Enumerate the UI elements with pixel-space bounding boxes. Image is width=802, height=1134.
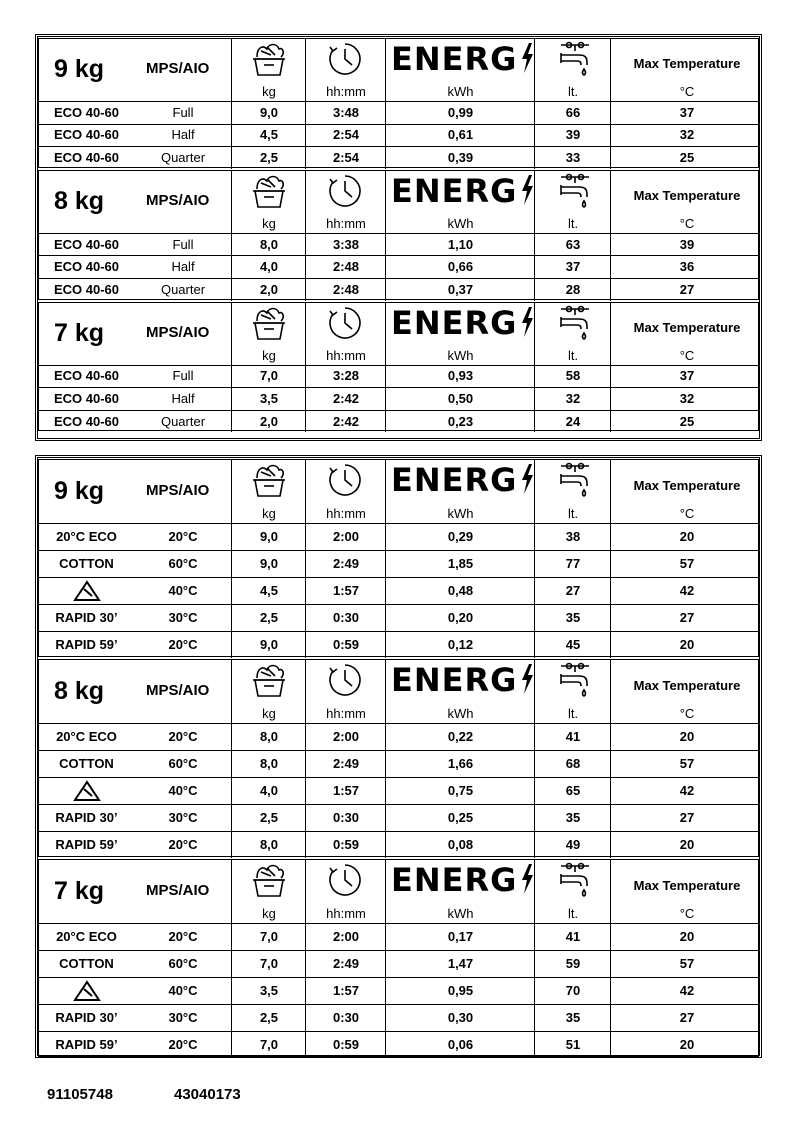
cell-col-1: 20°C xyxy=(168,729,198,744)
cell-col-3: 3:48 xyxy=(332,104,360,120)
cell-col-4: 0,93 xyxy=(447,368,474,384)
cell-col-0: ECO 40-60 xyxy=(53,368,120,384)
section-7-kg xyxy=(38,302,759,432)
cell-col-3: 0:30 xyxy=(332,610,360,625)
cell-col-2: 8,0 xyxy=(259,837,279,852)
mode-label: MPS/AIO xyxy=(146,681,210,699)
unit-degc: °C xyxy=(679,906,695,921)
cell-col-5: 33 xyxy=(565,149,581,165)
clock-icon xyxy=(327,462,363,503)
cell-col-6: 57 xyxy=(679,556,695,571)
cell-col-3: 2:00 xyxy=(332,729,360,744)
table-row xyxy=(39,804,758,831)
cell-col-5: 24 xyxy=(565,413,581,429)
unit-kwh: kWh xyxy=(447,906,474,921)
capacity-label: 7 kg xyxy=(54,876,105,905)
cell-col-6: 32 xyxy=(679,390,695,406)
cell-col-3: 1:57 xyxy=(332,583,360,598)
cell-col-0: ECO 40-60 xyxy=(53,236,120,252)
cell-col-4: 0,50 xyxy=(447,390,474,406)
cell-col-0: RAPID 30’ xyxy=(55,1010,118,1025)
cell-col-4: 0,25 xyxy=(447,810,474,825)
cell-col-6: 25 xyxy=(679,413,695,429)
cell-col-2: 8,0 xyxy=(259,236,279,252)
cell-col-6: 20 xyxy=(679,637,695,652)
cell-col-2: 2,5 xyxy=(259,1010,279,1025)
cell-col-6: 37 xyxy=(679,368,695,384)
table-programmes xyxy=(35,455,762,1058)
cell-col-3: 2:49 xyxy=(332,756,360,771)
unit-kwh: kWh xyxy=(447,347,474,363)
section-8-kg xyxy=(38,170,759,300)
delicate-programme-icon xyxy=(39,977,134,1004)
cell-col-0: 20°C ECO xyxy=(56,729,117,744)
cell-col-6: 20 xyxy=(679,529,695,544)
energy-logo xyxy=(391,171,534,210)
table-row xyxy=(39,631,758,658)
footer-code-2: 43040173 xyxy=(174,1086,241,1103)
cell-col-5: 45 xyxy=(565,637,581,652)
cell-col-1: Full xyxy=(172,104,194,120)
cell-col-2: 9,0 xyxy=(259,529,279,544)
table-row xyxy=(39,977,758,1004)
cell-col-2: 7,0 xyxy=(259,929,279,944)
cell-col-0: RAPID 59’ xyxy=(55,637,118,652)
clock-icon xyxy=(327,173,363,214)
cell-col-2: 7,0 xyxy=(259,956,279,971)
cell-col-1: 40°C xyxy=(168,783,198,798)
cell-col-5: 65 xyxy=(565,783,581,798)
cell-col-6: 20 xyxy=(679,837,695,852)
cell-col-3: 0:59 xyxy=(332,837,360,852)
cell-col-4: 0,75 xyxy=(447,783,474,798)
mode-label: MPS/AIO xyxy=(146,191,210,209)
capacity-label: 8 kg xyxy=(54,186,105,215)
cell-col-5: 35 xyxy=(565,1010,581,1025)
cell-col-6: 27 xyxy=(679,610,695,625)
cell-col-1: 20°C xyxy=(168,529,198,544)
mode-label: MPS/AIO xyxy=(146,881,210,899)
cell-col-6: 37 xyxy=(679,104,695,120)
cell-col-6: 27 xyxy=(679,810,695,825)
lightning-bolt-icon xyxy=(520,43,534,81)
energy-logo xyxy=(391,40,534,78)
table-row xyxy=(39,1004,758,1031)
cell-col-3: 0:30 xyxy=(332,1010,360,1025)
table-row xyxy=(39,124,758,147)
cell-col-4: 0,17 xyxy=(447,929,474,944)
cell-col-3: 0:30 xyxy=(332,810,360,825)
table-row xyxy=(39,550,758,577)
unit-kg: kg xyxy=(262,84,276,99)
cell-col-5: 38 xyxy=(565,529,581,544)
cell-col-5: 63 xyxy=(565,236,581,252)
water-tap-icon xyxy=(555,462,595,505)
delicate-programme-icon xyxy=(39,577,134,604)
unit-time: hh:mm xyxy=(326,706,366,721)
capacity-label: 7 kg xyxy=(54,318,105,347)
cell-col-0: RAPID 30’ xyxy=(55,610,118,625)
cell-col-4: 0,08 xyxy=(447,837,474,852)
cell-col-5: 68 xyxy=(565,756,581,771)
lightning-bolt-icon xyxy=(520,307,534,345)
energy-logo xyxy=(391,303,534,342)
cell-col-1: Half xyxy=(171,259,195,275)
laundry-basket-icon xyxy=(249,173,289,216)
cell-col-2: 8,0 xyxy=(259,756,279,771)
clock-icon xyxy=(327,662,363,703)
cell-col-1: 60°C xyxy=(168,556,198,571)
cell-col-2: 4,0 xyxy=(259,783,279,798)
cell-col-3: 2:00 xyxy=(332,929,360,944)
cell-col-6: 25 xyxy=(679,149,695,165)
cell-col-4: 0,66 xyxy=(447,259,474,275)
unit-kwh: kWh xyxy=(447,706,474,721)
table-row xyxy=(39,950,758,977)
cell-col-5: 37 xyxy=(565,259,581,275)
water-tap-icon xyxy=(555,862,595,905)
cell-col-1: Quarter xyxy=(160,149,206,165)
cell-col-2: 2,0 xyxy=(259,281,279,297)
unit-kg: kg xyxy=(262,506,276,521)
cell-col-4: 0,12 xyxy=(447,637,474,652)
cell-col-6: 57 xyxy=(679,756,695,771)
cell-col-3: 1:57 xyxy=(332,783,360,798)
energy-logo-text: ENERG xyxy=(391,303,518,342)
unit-degc: °C xyxy=(679,347,695,363)
cell-col-4: 0,37 xyxy=(447,281,474,297)
capacity-label: 9 kg xyxy=(54,55,105,83)
cell-col-4: 0,22 xyxy=(447,729,474,744)
cell-col-4: 0,95 xyxy=(447,983,474,998)
table-row xyxy=(39,577,758,604)
table-row xyxy=(39,101,758,124)
cell-col-3: 2:48 xyxy=(332,281,360,297)
unit-time: hh:mm xyxy=(326,906,366,921)
mode-label: MPS/AIO xyxy=(146,481,210,499)
unit-lt: lt. xyxy=(567,215,579,231)
table-row xyxy=(39,723,758,750)
energy-logo xyxy=(391,661,534,699)
delicate-programme-icon xyxy=(39,777,134,804)
cell-col-5: 41 xyxy=(565,729,581,744)
cell-col-6: 39 xyxy=(679,236,695,252)
cell-col-2: 9,0 xyxy=(259,104,279,120)
energy-logo xyxy=(391,461,534,499)
cell-col-1: 30°C xyxy=(168,1010,198,1025)
table-row xyxy=(39,146,758,169)
cell-col-5: 66 xyxy=(565,104,581,120)
cell-col-0: ECO 40-60 xyxy=(53,149,120,165)
max-temperature-label: Max Temperature xyxy=(633,187,741,203)
capacity-label: 8 kg xyxy=(54,676,105,705)
cell-col-6: 42 xyxy=(679,783,695,798)
energy-logo-text: ENERG xyxy=(391,461,518,499)
laundry-basket-icon xyxy=(249,862,289,905)
unit-kwh: kWh xyxy=(447,84,474,99)
cell-col-3: 0:59 xyxy=(332,1037,360,1052)
lightning-bolt-icon xyxy=(520,664,534,702)
cell-col-2: 3,5 xyxy=(259,983,279,998)
cell-col-4: 0,99 xyxy=(447,104,474,120)
cell-col-5: 59 xyxy=(565,956,581,971)
cell-col-0: RAPID 59’ xyxy=(55,837,118,852)
cell-col-5: 58 xyxy=(565,368,581,384)
cell-col-1: 60°C xyxy=(168,756,198,771)
cell-col-0: ECO 40-60 xyxy=(53,390,120,406)
cell-col-2: 4,5 xyxy=(259,127,279,143)
footer-code-1: 91105748 xyxy=(47,1086,113,1103)
cell-col-5: 35 xyxy=(565,810,581,825)
cell-col-1: Half xyxy=(171,127,195,143)
cell-col-3: 2:54 xyxy=(332,127,360,143)
unit-kg: kg xyxy=(262,906,276,921)
lightning-bolt-icon xyxy=(520,864,534,902)
cell-col-5: 27 xyxy=(565,583,581,598)
cell-col-2: 7,0 xyxy=(259,1037,279,1052)
cell-col-1: Quarter xyxy=(160,413,206,429)
cell-col-6: 27 xyxy=(679,1010,695,1025)
table-eco-40-60 xyxy=(35,34,762,441)
unit-lt: lt. xyxy=(567,506,579,521)
cell-col-6: 32 xyxy=(679,127,695,143)
cell-col-4: 0,61 xyxy=(447,127,474,143)
mode-label: MPS/AIO xyxy=(146,60,210,77)
cell-col-5: 70 xyxy=(565,983,581,998)
unit-degc: °C xyxy=(679,84,695,99)
unit-degc: °C xyxy=(679,506,695,521)
cell-col-5: 39 xyxy=(565,127,581,143)
cell-col-6: 42 xyxy=(679,983,695,998)
energy-logo xyxy=(391,861,534,899)
clock-icon xyxy=(327,862,363,903)
unit-lt: lt. xyxy=(567,84,579,99)
table-row xyxy=(39,365,758,388)
section-8-kg xyxy=(38,659,759,857)
cell-col-2: 3,5 xyxy=(259,390,279,406)
cell-col-2: 4,0 xyxy=(259,259,279,275)
cell-col-2: 4,5 xyxy=(259,583,279,598)
cell-col-3: 2:00 xyxy=(332,529,360,544)
capacity-label: 9 kg xyxy=(54,476,105,505)
unit-kwh: kWh xyxy=(447,506,474,521)
cell-col-4: 0,06 xyxy=(447,1037,474,1052)
unit-lt: lt. xyxy=(567,706,579,721)
cell-col-1: 20°C xyxy=(168,837,198,852)
cell-col-1: Full xyxy=(172,368,194,384)
unit-kwh: kWh xyxy=(447,215,474,231)
cell-col-1: 40°C xyxy=(168,983,198,998)
unit-kg: kg xyxy=(262,706,276,721)
mode-label: MPS/AIO xyxy=(146,323,210,341)
clock-icon xyxy=(327,41,363,82)
max-temperature-label: Max Temperature xyxy=(633,677,741,693)
unit-lt: lt. xyxy=(567,347,579,363)
cell-col-0: 20°C ECO xyxy=(56,929,117,944)
cell-col-0: COTTON xyxy=(59,756,114,771)
lightning-bolt-icon xyxy=(520,464,534,502)
cell-col-2: 2,5 xyxy=(259,610,279,625)
cell-col-3: 2:42 xyxy=(332,413,360,429)
cell-col-2: 8,0 xyxy=(259,729,279,744)
table-row xyxy=(39,923,758,950)
unit-lt: lt. xyxy=(567,906,579,921)
cell-col-3: 2:42 xyxy=(332,390,360,406)
cell-col-2: 2,5 xyxy=(259,810,279,825)
water-tap-icon xyxy=(555,662,595,705)
max-temperature-label: Max Temperature xyxy=(633,319,741,335)
cell-col-3: 2:49 xyxy=(332,556,360,571)
cell-col-0: 20°C ECO xyxy=(56,529,117,544)
cell-col-1: 30°C xyxy=(168,610,198,625)
cell-col-3: 2:49 xyxy=(332,956,360,971)
table-row xyxy=(39,831,758,858)
laundry-basket-icon xyxy=(249,305,289,348)
cell-col-4: 0,29 xyxy=(447,529,474,544)
cell-col-4: 1,85 xyxy=(447,556,474,571)
water-tap-icon xyxy=(555,305,595,348)
cell-col-5: 35 xyxy=(565,610,581,625)
table-row xyxy=(39,278,758,301)
cell-col-6: 20 xyxy=(679,1037,695,1052)
cell-col-5: 41 xyxy=(565,929,581,944)
cell-col-3: 0:59 xyxy=(332,637,360,652)
table-row xyxy=(39,255,758,278)
cell-col-0: COTTON xyxy=(59,956,114,971)
cell-col-0: COTTON xyxy=(59,556,114,571)
cell-col-0: ECO 40-60 xyxy=(53,413,120,429)
energy-logo-text: ENERG xyxy=(391,861,518,899)
unit-degc: °C xyxy=(679,215,695,231)
laundry-basket-icon xyxy=(249,462,289,505)
cell-col-4: 1,66 xyxy=(447,756,474,771)
unit-time: hh:mm xyxy=(326,84,366,99)
section-9-kg xyxy=(38,459,759,657)
cell-col-2: 9,0 xyxy=(259,637,279,652)
cell-col-0: ECO 40-60 xyxy=(53,281,120,297)
cell-col-6: 42 xyxy=(679,583,695,598)
cell-col-1: Full xyxy=(172,236,194,252)
cell-col-6: 36 xyxy=(679,259,695,275)
cell-col-0: RAPID 59’ xyxy=(55,1037,118,1052)
cell-col-4: 1,10 xyxy=(447,236,474,252)
table-row xyxy=(39,777,758,804)
cell-col-2: 2,5 xyxy=(259,149,279,165)
cell-col-1: 30°C xyxy=(168,810,198,825)
cell-col-1: 20°C xyxy=(168,929,198,944)
cell-col-5: 49 xyxy=(565,837,581,852)
cell-col-0: ECO 40-60 xyxy=(53,127,120,143)
cell-col-4: 0,20 xyxy=(447,610,474,625)
table-row xyxy=(39,523,758,550)
cell-col-1: 60°C xyxy=(168,956,198,971)
energy-logo-text: ENERG xyxy=(391,40,518,78)
cell-col-4: 0,48 xyxy=(447,583,474,598)
unit-kg: kg xyxy=(262,347,276,363)
cell-col-6: 57 xyxy=(679,956,695,971)
cell-col-1: Half xyxy=(171,390,195,406)
cell-col-3: 1:57 xyxy=(332,983,360,998)
cell-col-1: 40°C xyxy=(168,583,198,598)
cell-col-3: 2:54 xyxy=(332,149,360,165)
lightning-bolt-icon xyxy=(520,175,534,213)
max-temperature-label: Max Temperature xyxy=(633,877,741,893)
table-row xyxy=(39,1031,758,1058)
cell-col-2: 7,0 xyxy=(259,368,279,384)
cell-col-6: 20 xyxy=(679,929,695,944)
section-9-kg xyxy=(38,38,759,168)
table-row xyxy=(39,750,758,777)
water-tap-icon xyxy=(555,41,595,84)
cell-col-2: 9,0 xyxy=(259,556,279,571)
cell-col-0: RAPID 30’ xyxy=(55,810,118,825)
water-tap-icon xyxy=(555,173,595,216)
max-temperature-label: Max Temperature xyxy=(633,477,741,493)
unit-degc: °C xyxy=(679,706,695,721)
cell-col-5: 51 xyxy=(565,1037,581,1052)
cell-col-1: 20°C xyxy=(168,1037,198,1052)
table-row xyxy=(39,233,758,256)
cell-col-2: 2,0 xyxy=(259,413,279,429)
energy-logo-text: ENERG xyxy=(391,661,518,699)
cell-col-4: 0,30 xyxy=(447,1010,474,1025)
cell-col-1: 20°C xyxy=(168,637,198,652)
unit-time: hh:mm xyxy=(326,347,366,363)
cell-col-6: 27 xyxy=(679,281,695,297)
unit-time: hh:mm xyxy=(326,215,366,231)
cell-col-4: 0,23 xyxy=(447,413,474,429)
laundry-basket-icon xyxy=(249,662,289,705)
clock-icon xyxy=(327,305,363,346)
cell-col-3: 3:38 xyxy=(332,236,360,252)
max-temperature-label: Max Temperature xyxy=(633,56,741,71)
cell-col-3: 2:48 xyxy=(332,259,360,275)
energy-logo-text: ENERG xyxy=(391,171,518,210)
cell-col-5: 77 xyxy=(565,556,581,571)
cell-col-0: ECO 40-60 xyxy=(53,259,120,275)
unit-time: hh:mm xyxy=(326,506,366,521)
section-7-kg xyxy=(38,859,759,1057)
cell-col-4: 0,39 xyxy=(447,149,474,165)
cell-col-1: Quarter xyxy=(160,281,206,297)
cell-col-5: 28 xyxy=(565,281,581,297)
unit-kg: kg xyxy=(262,215,276,231)
cell-col-5: 32 xyxy=(565,390,581,406)
laundry-basket-icon xyxy=(249,41,289,84)
cell-col-6: 20 xyxy=(679,729,695,744)
cell-col-4: 1,47 xyxy=(447,956,474,971)
table-row xyxy=(39,604,758,631)
cell-col-0: ECO 40-60 xyxy=(53,104,120,120)
table-row xyxy=(39,387,758,410)
table-row xyxy=(39,410,758,433)
cell-col-3: 3:28 xyxy=(332,368,360,384)
